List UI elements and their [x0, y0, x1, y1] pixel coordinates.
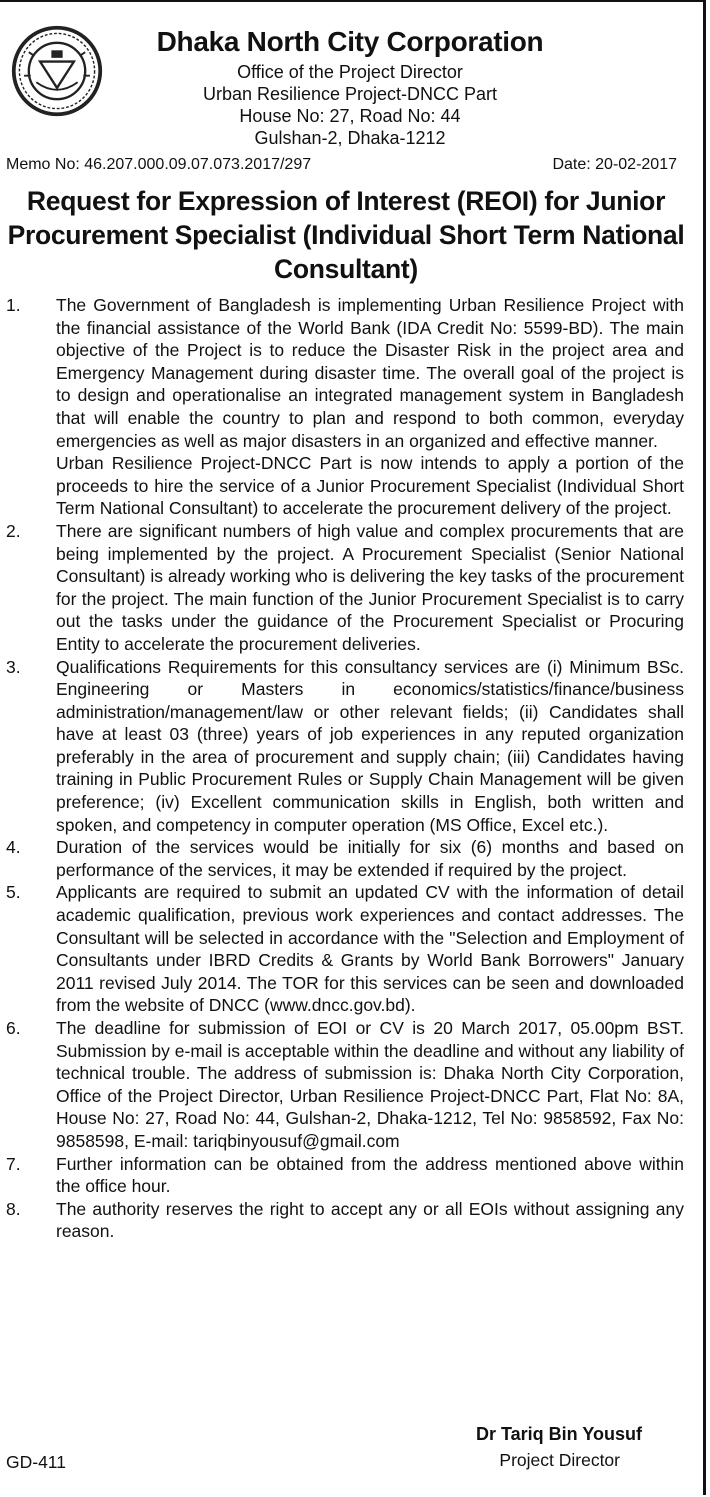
- list-item-text: [56, 1153, 684, 1198]
- list-item-number: 7.: [6, 1153, 21, 1174]
- paragraph: Further information can be obtained from the address mentioned above within the office hour.: [56, 1153, 684, 1197]
- list-item-text: [56, 1017, 684, 1153]
- header-line-house: House No: 27, Road No: 44: [239, 106, 461, 126]
- list-item: [6, 294, 684, 520]
- organization-name: Dhaka North City Corporation: [156, 26, 544, 57]
- numbered-list: [6, 294, 684, 1243]
- list-item: [6, 836, 684, 881]
- list-item-text: [56, 656, 684, 837]
- list-item-number: 1.: [6, 295, 21, 315]
- list-item-number: 3.: [6, 656, 21, 677]
- list-item-number: 8.: [6, 1198, 21, 1219]
- list-item-number: 4.: [6, 837, 21, 858]
- paragraph: There are significant numbers of high value and complex procurements that are being implemented by the project. A Procurement Specialist (Senior National Consultant) is already working who is delivering the key tasks of the procurement for the project. The main function of the Junior Procurement Specialist is to carry out the tasks under the guidance of the Procurement Specialist or Procuring Entity to accelerate the procurement deliveries.: [56, 520, 684, 654]
- header-line-project: Urban Resilience Project-DNCC Part: [202, 84, 498, 104]
- paragraph: Applicants are required to submit an updated CV with the information of detail academic qualification, previous work experiences and contact addresses. The Consultant will be selected in accordance with the "Selection and Employment of Consultants under IBRD Credits & Grants by World Bank Borrowers" January 2011 revised July 2014. The TOR for this services can be seen and downloaded from the website of DNCC (www.dncc.gov.bd).: [56, 882, 684, 1016]
- list-item-number: 6.: [6, 1018, 21, 1038]
- list-item: [6, 1153, 684, 1198]
- paragraph: The Government of Bangladesh is implementing Urban Resilience Project with the financial assistance of the World Bank (IDA Credit No: 5599-BD). The main objective of the Project is to reduce the Disaster Risk in the project area and Emergency Management during disaster time. The overall goal of the project is to design and operationalise an integrated management system in Bangladesh that will enable the country to plan and respond to both common, everyday emergencies as well as major disasters in an organized and effective manner.: [56, 295, 684, 451]
- document-title: Request for Expression of Interest (REOI) for Junior Procurement Specialist (Individual Short Term National Consultant): [7, 186, 685, 284]
- footer-code: GD-411: [6, 1452, 66, 1472]
- memo-number: Memo No: 46.207.000.09.07.073.2017/297: [6, 156, 312, 173]
- signatory-name: Dr Tariq Bin Yousuf: [475, 1424, 642, 1444]
- list-item-text: [56, 294, 684, 520]
- paragraph: Qualifications Requirements for this consultancy services are (i) Minimum BSc. Engineering or Masters in economics/statistics/finance/business administration/management/law or other relevant fields; (ii) Candidates shall have at least 03 (three) years of job experiences in any reputed organization preferably in the area of procurement and supply chain; (iii) Candidates having training in Public Procurement Rules or Supply Chain Management will be given preference; (iv) Excellent communication skills in English, both written and spoken, and competency in computer operation (MS Office, Excel etc.).: [56, 656, 684, 835]
- list-item-number: 2.: [6, 520, 21, 541]
- list-item-text: [56, 836, 684, 881]
- signatory-title: Project Director: [499, 1450, 620, 1470]
- list-item-text: [56, 881, 684, 1017]
- paragraph: Urban Resilience Project-DNCC Part is now intends to apply a portion of the proceeds to hire the service of a Junior Procurement Specialist (Individual Short Term National Consultant) to accelerate the procurement delivery of the project.: [56, 453, 684, 519]
- list-item: [6, 520, 684, 656]
- paragraph: Duration of the services would be initially for six (6) months and based on performance of the services, it may be extended if required by the project.: [56, 837, 684, 880]
- list-item: [6, 881, 684, 1017]
- header-line-area: Gulshan-2, Dhaka-1212: [254, 128, 446, 148]
- paragraph: The authority reserves the right to accept any or all EOIs without assigning any reason.: [56, 1198, 684, 1242]
- list-item: [6, 1017, 684, 1153]
- list-item-text: [56, 1198, 684, 1243]
- list-item: [6, 656, 684, 837]
- paragraph: The deadline for submission of EOI or CV is 20 March 2017, 05.00pm BST. Submission by e-mail is acceptable within the deadline and without any liability of technical trouble. The address of submission is: Dhaka North City Corporation, Office of the Project Director, Urban Resilience Project-DNCC Part, Flat No: 8A, House No: 27, Road No: 44, Gulshan-2, Dhaka-1212, Tel No: 9858592, Fax No: 9858598, E-mail: tariqbinyousuf@gmail.com: [56, 1018, 684, 1151]
- memo-date: Date: 20-02-2017: [552, 156, 677, 173]
- list-item-number: 5.: [6, 882, 21, 903]
- header-line-office: Office of the Project Director: [237, 62, 463, 82]
- dncc-seal-icon: [10, 24, 104, 118]
- list-item-text: [56, 520, 684, 656]
- list-item: [6, 1198, 684, 1243]
